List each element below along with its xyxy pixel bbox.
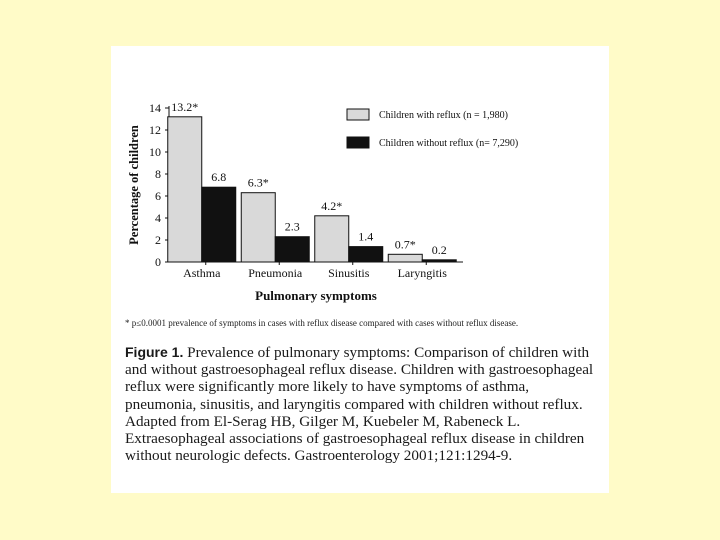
- bar-value-label: 6.8: [211, 170, 227, 185]
- footnote: * p≤0.0001 prevalence of symptoms in cases with reflux disease compared with cases without reflux disease.: [125, 318, 519, 328]
- x-tick-label: Asthma: [183, 266, 221, 280]
- bar: [168, 117, 202, 262]
- y-tick-label: 0: [155, 255, 161, 269]
- legend-label: Children with reflux (n = 1,980): [379, 110, 508, 121]
- caption-text: Prevalence of pulmonary symptoms: Comparison of children with and without gastroesophageal reflux disease. Children with gastroesophageal reflux were significantly more likely to have symptoms of asthma, pneumonia, sinusitis, and laryngitis compared with children without reflux. Adapted from El-Serag HB, Gilger M, Kuebeler M, Rabeneck L. Extraesophageal associations of gastroesophageal reflux disease in children without neurologic defects. Gastroenterology 2001;121:1294-9.: [125, 344, 594, 465]
- legend-swatch: [347, 109, 369, 120]
- bar-value-label: 0.7*: [394, 237, 416, 252]
- figure-caption: [125, 344, 603, 464]
- bar-value-label: 6.3*: [247, 175, 269, 190]
- bar-chart: [111, 46, 609, 303]
- bar: [275, 237, 309, 262]
- y-tick-label: 12: [149, 123, 161, 137]
- y-axis-title: Percentage of children: [127, 125, 141, 245]
- x-tick-label: Sinusitis: [328, 266, 370, 280]
- legend-swatch: [347, 137, 369, 148]
- y-tick-label: 14: [149, 101, 161, 115]
- bar: [388, 254, 422, 262]
- y-tick-label: 10: [149, 145, 161, 159]
- bar: [202, 187, 236, 262]
- y-tick-label: 6: [155, 189, 161, 203]
- x-tick-label: Pneumonia: [248, 266, 303, 280]
- x-axis-title: Pulmonary symptoms: [255, 288, 377, 303]
- y-tick-label: 8: [155, 167, 161, 181]
- figure-panel: [111, 46, 609, 493]
- y-tick-label: 4: [155, 211, 161, 225]
- caption-label: Figure 1.: [125, 344, 184, 360]
- bar-value-label: 0.2: [431, 242, 447, 257]
- bar: [422, 260, 456, 262]
- bar: [315, 216, 349, 262]
- bar-value-label: 2.3: [284, 219, 300, 234]
- bar-value-label: 13.2*: [171, 99, 199, 114]
- x-tick-label: Laryngitis: [397, 266, 447, 280]
- bar: [241, 193, 275, 262]
- y-tick-label: 2: [155, 233, 161, 247]
- legend-label: Children without reflux (n= 7,290): [379, 138, 519, 149]
- bar: [349, 247, 383, 262]
- bar-value-label: 4.2*: [321, 198, 343, 213]
- bar-value-label: 1.4: [358, 229, 374, 244]
